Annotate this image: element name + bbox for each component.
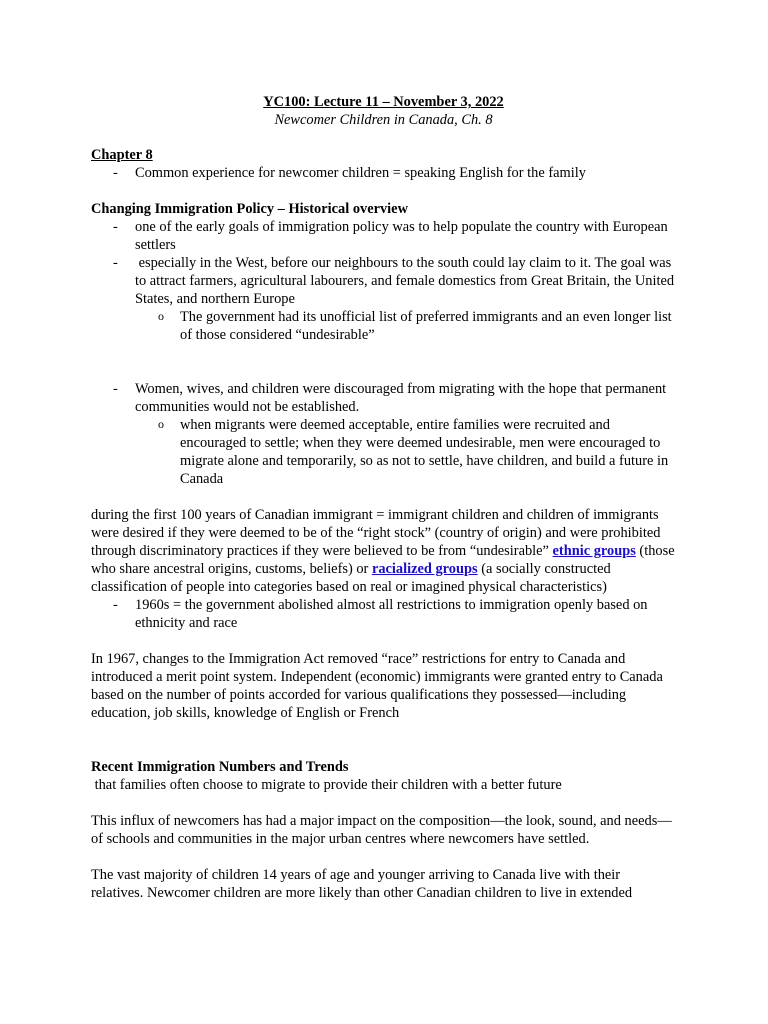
document-page: [91, 93, 679, 902]
list-item: - one of the early goals of immigration policy was to help populate the country with European settlers: [91, 218, 676, 254]
list-item: - Common experience for newcomer children = speaking English for the family: [91, 164, 676, 182]
sub-list: [135, 308, 676, 344]
list-item-text: Women, wives, and children were discouraged from migrating with the hope that permanent communities would not be established.: [135, 381, 667, 415]
sub-list-item: o The government had its unofficial list of preferred immigrants and an even longer list of those considered “undesirable”: [135, 308, 676, 344]
recent-heading: Recent Immigration Numbers and Trends: [91, 759, 349, 775]
influx-paragraph: This influx of newcomers has had a major impact on the composition—the look, sound, and needs—of schools and communities in the major urban centres where newcomers have settled.: [91, 813, 672, 847]
recent-line: that families often choose to migrate to provide their children with a better future: [91, 777, 562, 793]
document-subtitle: Newcomer Children in Canada, Ch. 8: [274, 112, 493, 128]
document-title: YC100: Lecture 11 – November 3, 2022: [263, 94, 504, 110]
chapter-heading: Chapter 8: [91, 147, 153, 163]
history-paragraph: [91, 506, 679, 596]
ethnic-groups-link[interactable]: ethnic groups: [552, 543, 636, 559]
list-item: - 1960s = the government abolished almost all restrictions to immigration openly based on ethnicity and race: [91, 596, 676, 632]
list-item-text: especially in the West, before our neighbours to the south could lay claim to it. The goal was to attract farmers, agricultural labourers, and female domestics from Great Britain, the United States, and northern Europe: [135, 255, 678, 307]
immigration-act-paragraph: In 1967, changes to the Immigration Act removed “race” restrictions for entry to Canada and introduced a merit point system. Independent (economic) immigrants were granted entry to Canada based on the number of points accorded for various qualifications they possessed—including education, job skills, knowledge of English or French: [91, 651, 663, 721]
sub-list-item: o when migrants were deemed acceptable, entire families were recruited and encouraged to settle; when they were deemed undesirable, men were encouraged to migrate alone and temporarily, so as not to settle, have children, and build a future in Canada: [135, 416, 676, 488]
sub-list: [135, 416, 676, 488]
racialized-groups-link[interactable]: racialized groups: [371, 561, 478, 577]
policy-heading: Changing Immigration Policy – Historical overview: [91, 201, 408, 217]
policy-list: [91, 218, 676, 488]
history-list: [91, 596, 676, 632]
history-text-mid: (those who share ancestral origins, customs, beliefs) or: [91, 543, 679, 577]
history-text-end: (a socially constructed classification of people into categories based on real or imagined physical characteristics): [91, 561, 615, 595]
children-paragraph: The vast majority of children 14 years of age and younger arriving to Canada live with their relatives. Newcomer children are more likely than other Canadian children to live in extended: [91, 867, 633, 901]
list-item: [91, 254, 676, 344]
history-text-start: during the first 100 years of Canadian immigrant = immigrant children and children of immigrants were desired if they were deemed to be of the “right stock” (country of origin) and were prohibited through discriminatory practices if they were believed to be from “undesirable”: [91, 507, 665, 559]
chapter-list: [91, 164, 676, 182]
list-item: [91, 380, 676, 488]
